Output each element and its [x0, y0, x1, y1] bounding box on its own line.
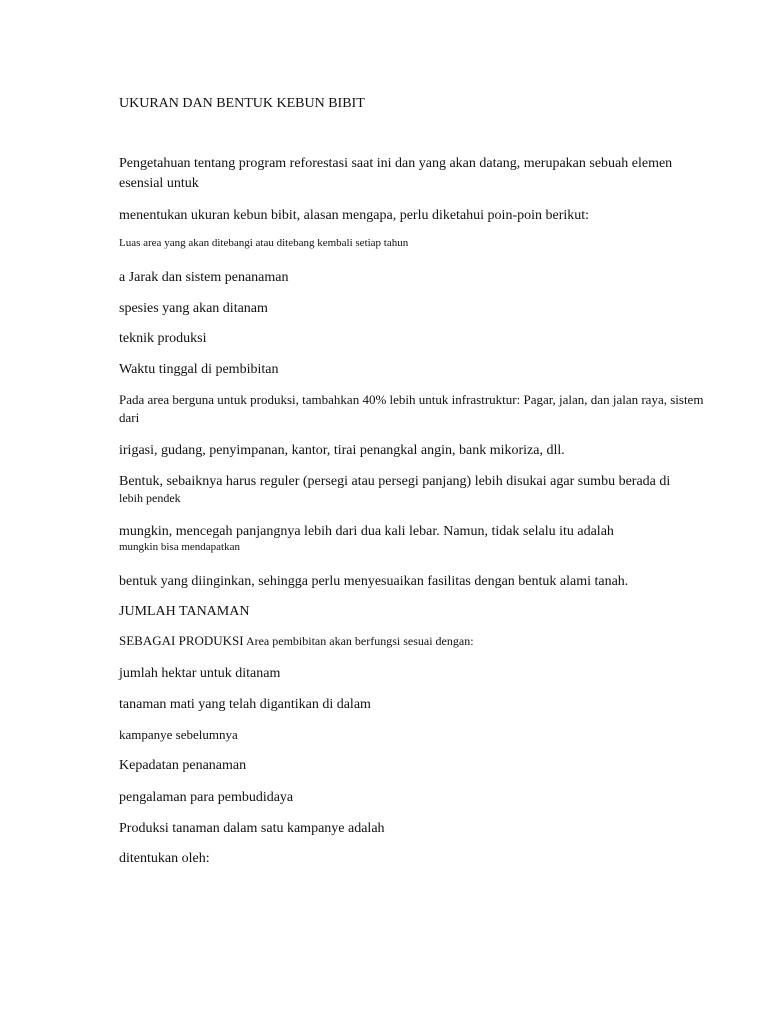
list-item-area: Luas area yang akan ditebangi atau ditebang kembali setiap tahun — [119, 237, 409, 249]
list-item-dead-plants: tanaman mati yang telah digantikan di dalam — [119, 697, 371, 712]
list-item-hectares: jumlah hektar untuk ditanam — [119, 666, 281, 681]
paragraph-shape-line2: lebih pendek — [119, 491, 181, 505]
paragraph-desired-shape: bentuk yang diinginkan, sehingga perlu menyesuaikan fasilitas dengan bentuk alami tanah. — [119, 574, 629, 589]
paragraph-infrastructure: Pada area berguna untuk produksi, tambahkan 40% lebih untuk infrastruktur: Pagar, jalan, dan jalan raya, sistem dari — [119, 392, 704, 425]
list-item-spacing: a Jarak dan sistem penanaman — [119, 270, 289, 285]
list-item-nursery-time: Waktu tinggal di pembibitan — [119, 362, 279, 377]
list-item-grower-experience: pengalaman para pembudidaya — [119, 790, 294, 805]
paragraph-determined-by: ditentukan oleh: — [119, 851, 210, 866]
production-label: SEBAGAI PRODUKSI — [119, 633, 244, 648]
paragraph-length-line2: mungkin bisa mendapatkan — [119, 541, 240, 553]
paragraph-length-line1: mungkin, mencegah panjangnya lebih dari dua kali lebar. Namun, tidak selalu itu adalah — [119, 524, 614, 539]
paragraph-determine-size: menentukan ukuran kebun bibit, alasan mengapa, perlu diketahui poin-poin berikut: — [119, 208, 590, 223]
list-item-previous-campaign: kampanye sebelumnya — [119, 727, 238, 742]
paragraph-shape-line1: Bentuk, sebaiknya harus reguler (persegi atau persegi panjang) lebih disukai agar sumbu berada di — [119, 474, 671, 489]
list-item-technique: teknik produksi — [119, 331, 207, 346]
paragraph-irrigation: irigasi, gudang, penyimpanan, kantor, tirai penangkal angin, bank mikoriza, dll. — [119, 443, 565, 458]
paragraph-intro: Pengetahuan tentang program reforestasi saat ini dan yang akan datang, merupakan sebuah elemen esensial untuk — [119, 156, 673, 191]
paragraph-production-campaign: Produksi tanaman dalam satu kampanye adalah — [119, 821, 385, 836]
list-item-planting-density: Kepadatan penanaman — [119, 758, 247, 773]
list-item-species: spesies yang akan ditanam — [119, 301, 268, 316]
section-heading-plant-count: JUMLAH TANAMAN — [119, 604, 250, 619]
document-title: UKURAN DAN BENTUK KEBUN BIBIT — [119, 96, 365, 111]
paragraph-production — [119, 633, 704, 649]
production-text: Area pembibitan akan berfungsi sesuai dengan: — [243, 634, 474, 648]
